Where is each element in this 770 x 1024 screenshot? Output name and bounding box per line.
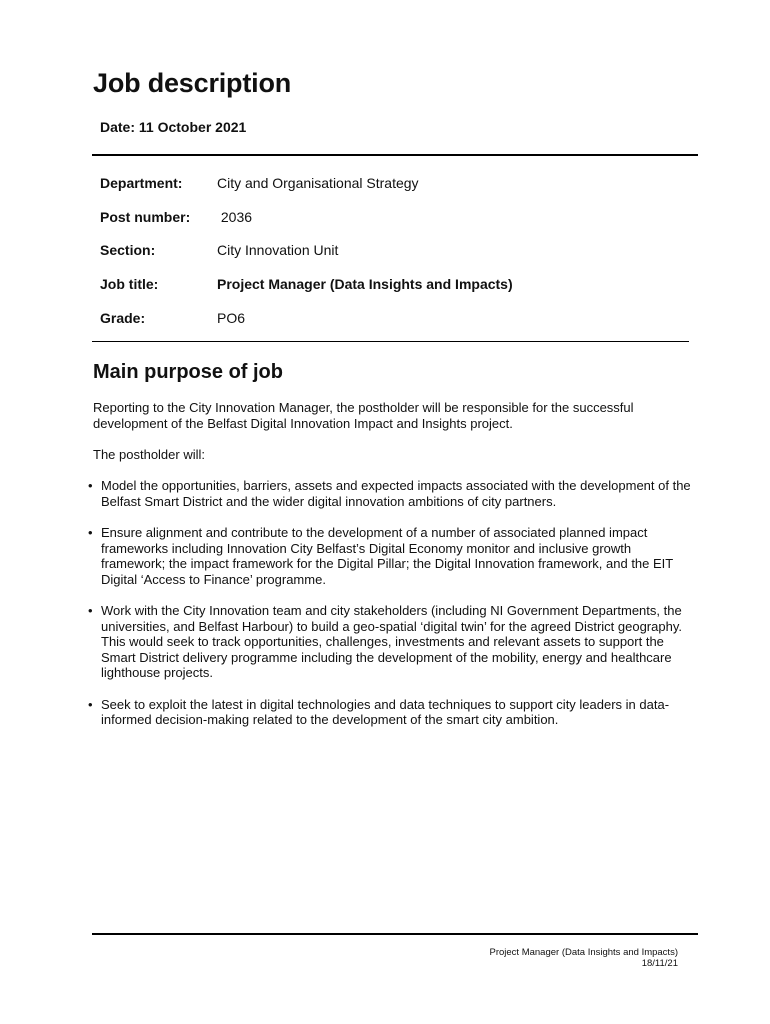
footer-job-title: Project Manager (Data Insights and Impacts) [489,947,678,958]
detail-value: City and Organisational Strategy [217,175,419,191]
details-divider [92,341,689,342]
duties-list [86,478,692,728]
list-item [86,603,692,681]
list-item [86,697,692,728]
detail-label: Grade: [100,310,146,326]
detail-label: Post number: [100,209,191,225]
detail-row-job-title [100,276,513,292]
list-item-text: Seek to exploit the latest in digital technologies and data techniques to support city leaders in data-informed decision-making related to the development of the smart city ambition. [101,696,670,727]
detail-value: Project Manager (Data Insights and Impacts) [217,276,513,292]
list-item-text: Ensure alignment and contribute to the development of a number of associated planned impact frameworks including Innovation City Belfast’s Digital Economy monitor and inclusive growth framework; the impact framework for the Digital Pillar; the Digital Innovation framework, and the EIT Digital ‘Access to Finance’ programme. [101,525,673,587]
detail-value: PO6 [217,310,246,326]
footer-date: 18/11/21 [641,958,678,969]
detail-value: 2036 [217,209,253,225]
list-item-text: Work with the City Innovation team and city stakeholders (including NI Government Departments, the universities, and Belfast Harbour) to build a geo-spatial ‘digital twin’ for the agreed District geography. This would seek to track opportunities, challenges, investments and relevant assets to support the Smart District delivery programme including the development of the mobility, energy and healthcare lighthouse projects. [101,603,682,680]
top-divider [92,154,698,156]
detail-row-section [100,242,338,258]
detail-row-grade [100,310,245,326]
bullet-icon: • [88,696,93,712]
bullet-icon: • [88,478,93,493]
detail-value: City Innovation Unit [217,242,339,258]
purpose-intro: Reporting to the City Innovation Manager, the postholder will be responsible for the successful development of the Belfast Digital Innovation Impact and Insights project. [93,400,634,431]
document-date: Date: 11 October 2021 [100,119,247,135]
detail-label: Department: [100,175,183,191]
document-title: Job description [93,68,292,98]
detail-row-post-number [100,209,252,225]
bullet-icon: • [88,603,93,618]
detail-label: Job title: [100,276,159,292]
list-item [86,478,692,509]
section-heading: Main purpose of job [93,361,283,383]
purpose-lead: The postholder will: [93,447,205,462]
detail-row-department [100,175,419,191]
footer-divider [92,933,698,935]
detail-label: Section: [100,242,156,258]
list-item [86,525,692,587]
list-item-text: Model the opportunities, barriers, assets and expected impacts associated with the development of the Belfast Smart District and the wider digital innovation ambitions of city partners. [101,478,691,509]
bullet-icon: • [88,525,93,540]
page-footer [489,947,678,969]
